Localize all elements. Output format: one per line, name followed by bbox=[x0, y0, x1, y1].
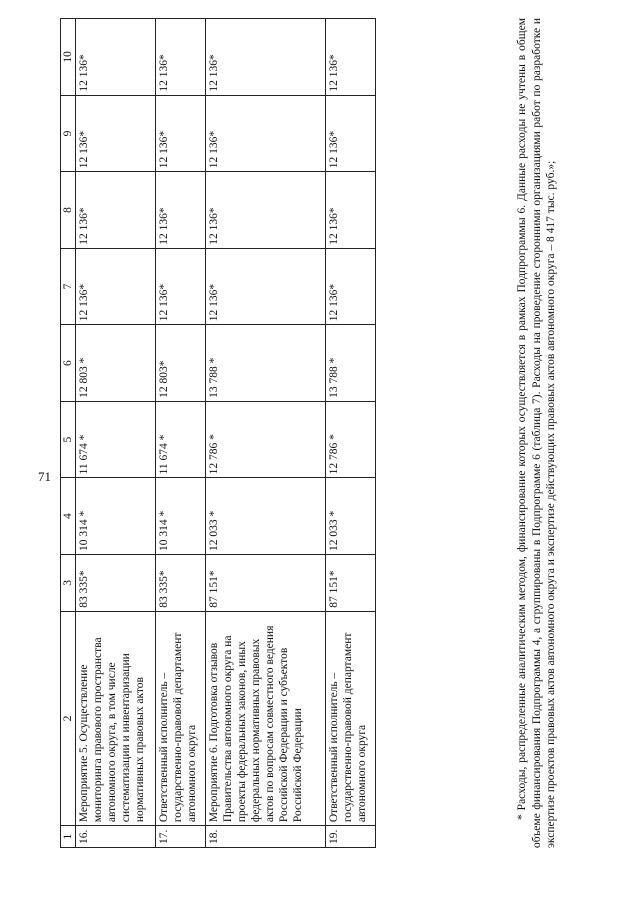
value-cell: 11 674 * bbox=[156, 401, 206, 478]
header-cell: 5 bbox=[61, 401, 76, 478]
value-cell: 11 674 * bbox=[76, 401, 156, 478]
value-cell: 12 136* bbox=[206, 172, 326, 249]
header-cell: 1 bbox=[61, 826, 76, 848]
value-cell: 83 335* bbox=[156, 554, 206, 611]
value-cell: 12 136* bbox=[326, 248, 376, 325]
header-cell: 7 bbox=[61, 248, 76, 325]
value-cell: 12 136* bbox=[76, 19, 156, 96]
activity-name: Мероприятие 6. Подготовка отзывов Правительства автономного округа на проекты федеральных законов, иных федеральных нормативных правовых актов по вопросам совместного ведения Российской Федерации и субъектов Российской Федерации bbox=[206, 611, 326, 825]
header-cell: 9 bbox=[61, 95, 76, 172]
value-cell: 12 786 * bbox=[326, 401, 376, 478]
table-row bbox=[206, 19, 326, 848]
footnote: * Расходы, распределенные аналитическим методом, финансирование которых осуществляется в рамках Подпрограммы 6. Данные расходы не учтены в общем объеме финансирования Подпрограммы 4, а сгруппированы в Подпрограмме 6 (таблица 7). Расходы на проведение сторонними организациями работ по разработке и экспертизе проектов правовых актов автономного округа и экспертизе действующих правовых актов автономного округа – 8 417 тыс. руб.»; bbox=[516, 18, 558, 848]
activity-name: Мероприятие 5. Осуществление мониторинга правового пространства автономного округа, в том числе систематизации и инвентаризации нормативных правовых актов bbox=[76, 611, 156, 825]
header-cell: 4 bbox=[61, 478, 76, 555]
value-cell: 12 136* bbox=[156, 95, 206, 172]
row-number: 18. bbox=[206, 826, 326, 848]
value-cell: 12 136* bbox=[206, 248, 326, 325]
value-cell: 12 136* bbox=[76, 95, 156, 172]
page-number: 71 bbox=[38, 469, 51, 484]
value-cell: 12 033 * bbox=[206, 478, 326, 555]
budget-table bbox=[60, 18, 376, 848]
header-cell: 2 bbox=[61, 611, 76, 825]
value-cell: 13 788 * bbox=[326, 325, 376, 402]
row-number: 16. bbox=[76, 826, 156, 848]
value-cell: 12 136* bbox=[326, 95, 376, 172]
activity-name: Ответственный исполнитель – государственно-правовой департамент автономного округа bbox=[326, 611, 376, 825]
rotated-page-content bbox=[60, 18, 620, 848]
value-cell: 87 151* bbox=[206, 554, 326, 611]
value-cell: 13 788 * bbox=[206, 325, 326, 402]
header-cell: 6 bbox=[61, 325, 76, 402]
row-number: 19. bbox=[326, 826, 376, 848]
value-cell: 12 136* bbox=[326, 172, 376, 249]
activity-name: Ответственный исполнитель – государственно-правовой департамент автономного округа bbox=[156, 611, 206, 825]
value-cell: 12 136* bbox=[76, 172, 156, 249]
value-cell: 12 136* bbox=[156, 248, 206, 325]
value-cell: 12 136* bbox=[156, 172, 206, 249]
value-cell: 12 136* bbox=[76, 248, 156, 325]
value-cell: 12 033 * bbox=[326, 478, 376, 555]
row-number: 17. bbox=[156, 826, 206, 848]
value-cell: 12 136* bbox=[206, 95, 326, 172]
table-row bbox=[76, 19, 156, 848]
value-cell: 12 803* bbox=[156, 325, 206, 402]
header-cell: 8 bbox=[61, 172, 76, 249]
value-cell: 10 314 * bbox=[156, 478, 206, 555]
value-cell: 12 786 * bbox=[206, 401, 326, 478]
header-row bbox=[61, 19, 76, 848]
table-row bbox=[156, 19, 206, 848]
value-cell: 10 314 * bbox=[76, 478, 156, 555]
value-cell: 12 136* bbox=[156, 19, 206, 96]
value-cell: 87 151* bbox=[326, 554, 376, 611]
value-cell: 83 335* bbox=[76, 554, 156, 611]
value-cell: 12 136* bbox=[326, 19, 376, 96]
table-row bbox=[326, 19, 376, 848]
header-cell: 10 bbox=[61, 19, 76, 96]
header-cell: 3 bbox=[61, 554, 76, 611]
value-cell: 12 803 * bbox=[76, 325, 156, 402]
value-cell: 12 136* bbox=[206, 19, 326, 96]
